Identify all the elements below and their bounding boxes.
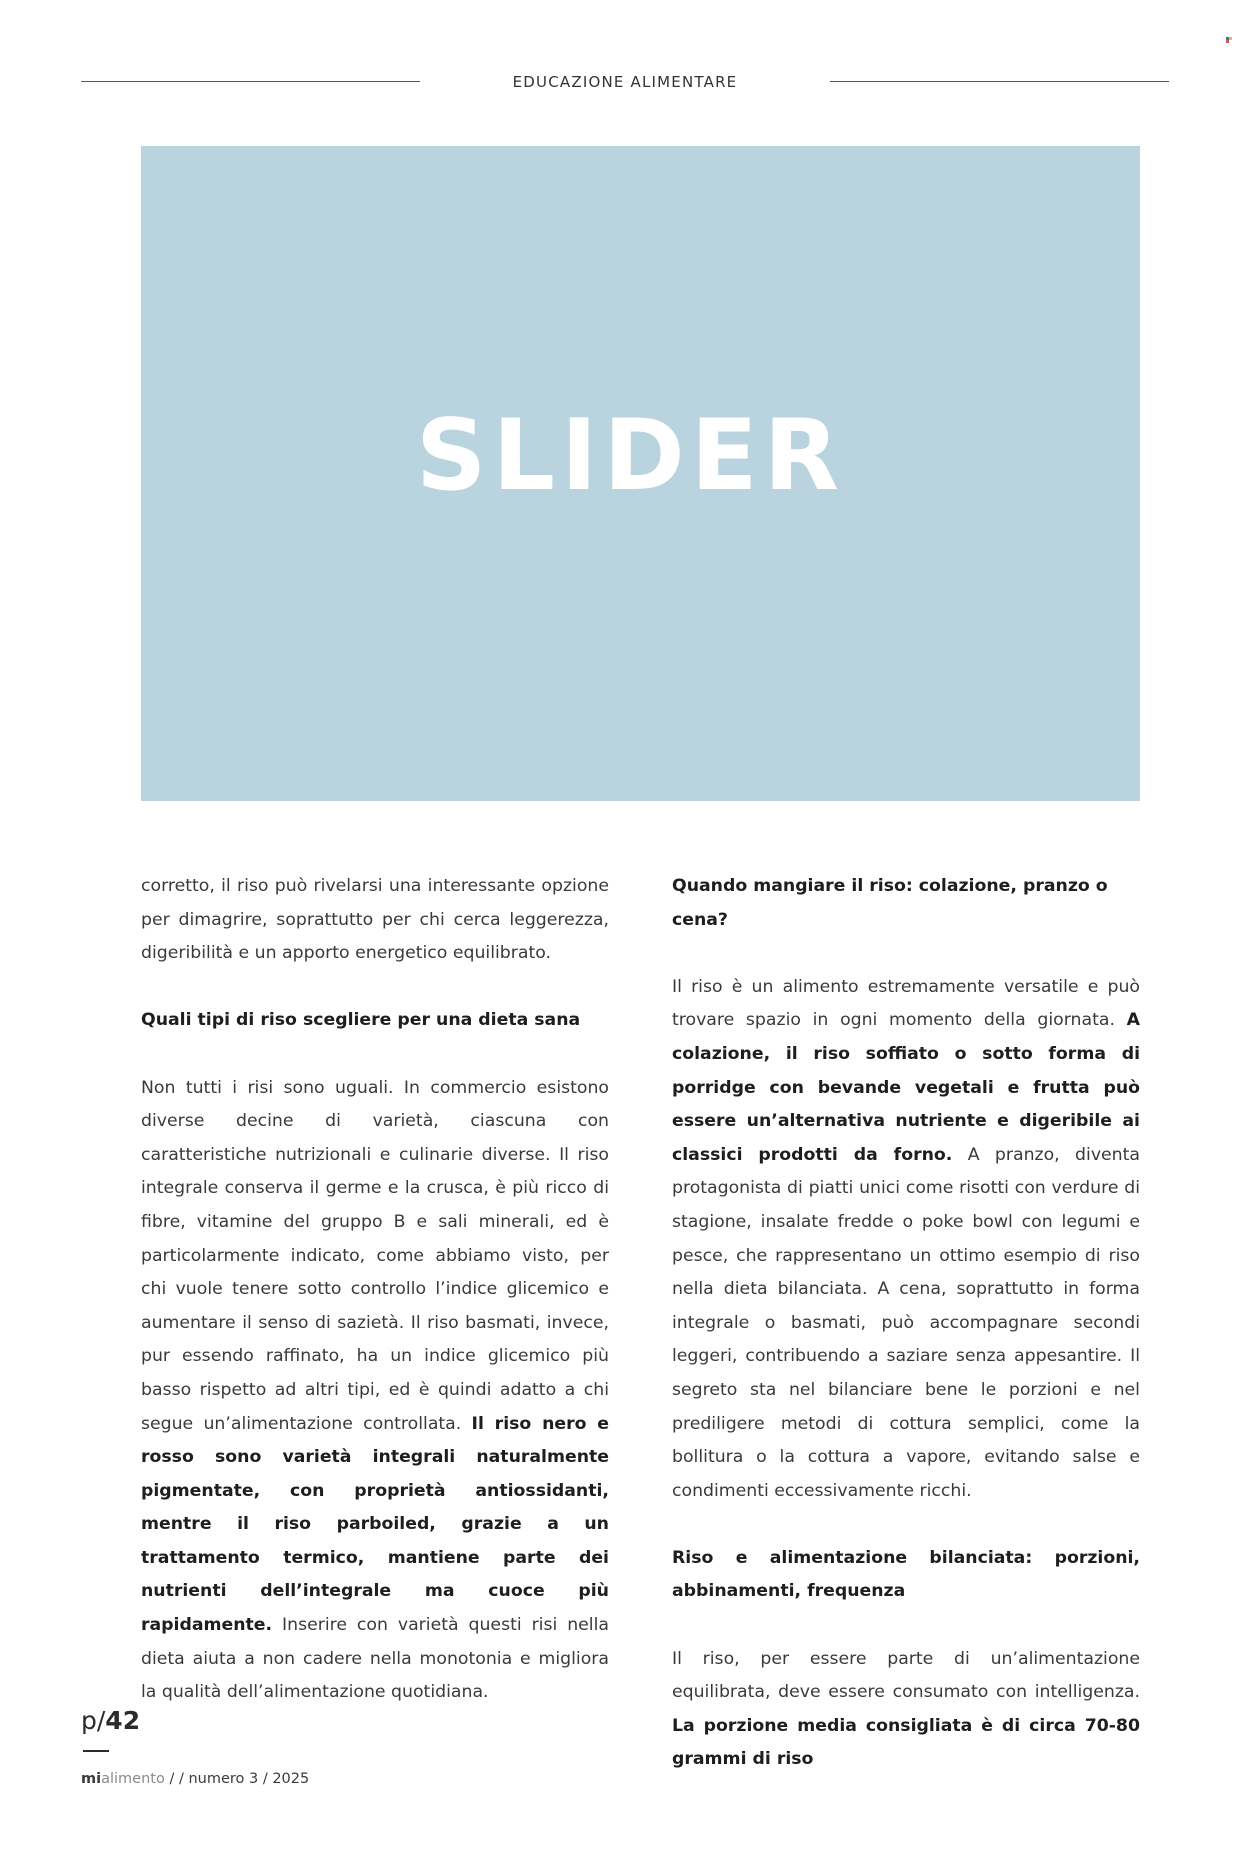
- brand-name-part2: alimento: [101, 1771, 165, 1787]
- paragraph: [672, 1643, 1140, 1777]
- footer-publication: [81, 1771, 309, 1787]
- paragraph-bold-text: A colazione, il riso soffiato o sotto forma di porridge con bevande vegetali e frutta può essere un’alternativa nutriente e digeribile ai classici prodotti da forno.: [672, 1010, 1140, 1165]
- image-slider-placeholder[interactable]: [141, 146, 1140, 801]
- issue-info: / / numero 3 / 2025: [164, 1771, 310, 1787]
- corner-color-dots-icon: [1226, 37, 1234, 45]
- paragraph-text: Non tutti i risi sono uguali. In commercio esistono diverse decine di varietà, ciascuna con caratteristiche nutrizionali e culinarie diverse. Il riso integrale conserva il germe e la crusca, è più ricco di fibre, vitamine del gruppo B e sali minerali, ed è particolarmente indicato, come abbiamo visto, per chi vuole tenere sotto controllo l’indice glicemico e aumentare il senso di sazietà. Il riso basmati, invece, pur essendo raffinato, ha un indice glicemico più basso rispetto ad altri tipi, ed è quindi adatto a chi segue un’alimentazione controllata.: [141, 1077, 609, 1434]
- paragraph: [141, 1072, 609, 1710]
- subheading: Quando mangiare il riso: colazione, pranzo o cena?: [672, 876, 1108, 930]
- paragraph-bold-text: Il riso nero e rosso sono varietà integrali naturalmente pigmentate, con proprietà antiossidanti, mentre il riso parboiled, grazie a un trattamento termico, mantiene parte dei nutrienti dell’integrale ma cuoce più rapidamente.: [141, 1413, 609, 1636]
- slider-label: SLIDER: [415, 398, 846, 513]
- subheading: Quali tipi di riso scegliere per una dieta sana: [141, 1010, 581, 1031]
- paragraph-text: A pranzo, diventa protagonista di piatti unici come risotti con verdure di stagione, insalate fredde o poke bowl con legumi e pesce, che rappresentano un ottimo esempio di riso nella dieta bilanciata. A cena, soprattutto in forma integrale o basmati, può accompagnare secondi leggeri, contribuendo a saziare senza appesantire. Il segreto sta nel bilanciare bene le porzioni e nel prediligere metodi di cottura semplici, come la bollitura o la cottura a vapore, evitando salse e condimenti eccessivamente ricchi.: [672, 1144, 1140, 1501]
- paragraph-bold-text: La porzione media consigliata è di circa 70-80 grammi di riso: [672, 1715, 1140, 1770]
- subheading: Riso e alimentazione bilanciata: porzioni, abbinamenti, frequenza: [672, 1547, 1140, 1602]
- paragraph-text: Il riso, per essere parte di un’alimentazione equilibrata, deve essere consumato con intelligenza.: [672, 1648, 1140, 1703]
- paragraph-text: Inserire con varietà questi risi nella dieta aiuta a non cadere nella monotonia e migliora la qualità dell’alimentazione quotidiana.: [141, 1615, 609, 1703]
- page-number: [81, 1706, 140, 1735]
- page-number-value: 42: [105, 1706, 141, 1735]
- article-column-left: [141, 870, 609, 1743]
- paragraph: [672, 971, 1140, 1509]
- paragraph-text: Il riso è un alimento estremamente versatile e può trovare spazio in ogni momento della giornata.: [672, 976, 1140, 1031]
- section-label: EDUCAZIONE ALIMENTARE: [512, 73, 738, 91]
- page-prefix: p/: [81, 1706, 106, 1735]
- paragraph: corretto, il riso può rivelarsi una interessante opzione per dimagrire, soprattutto per chi cerca leggerezza, digeribilità e un apporto energetico equilibrato.: [141, 876, 609, 964]
- header-rule-right: [830, 81, 1169, 82]
- article-column-right: [672, 870, 1140, 1811]
- page-number-underline: [83, 1750, 109, 1752]
- header-rule-left: [81, 81, 420, 82]
- brand-name-part1: mi: [81, 1771, 102, 1787]
